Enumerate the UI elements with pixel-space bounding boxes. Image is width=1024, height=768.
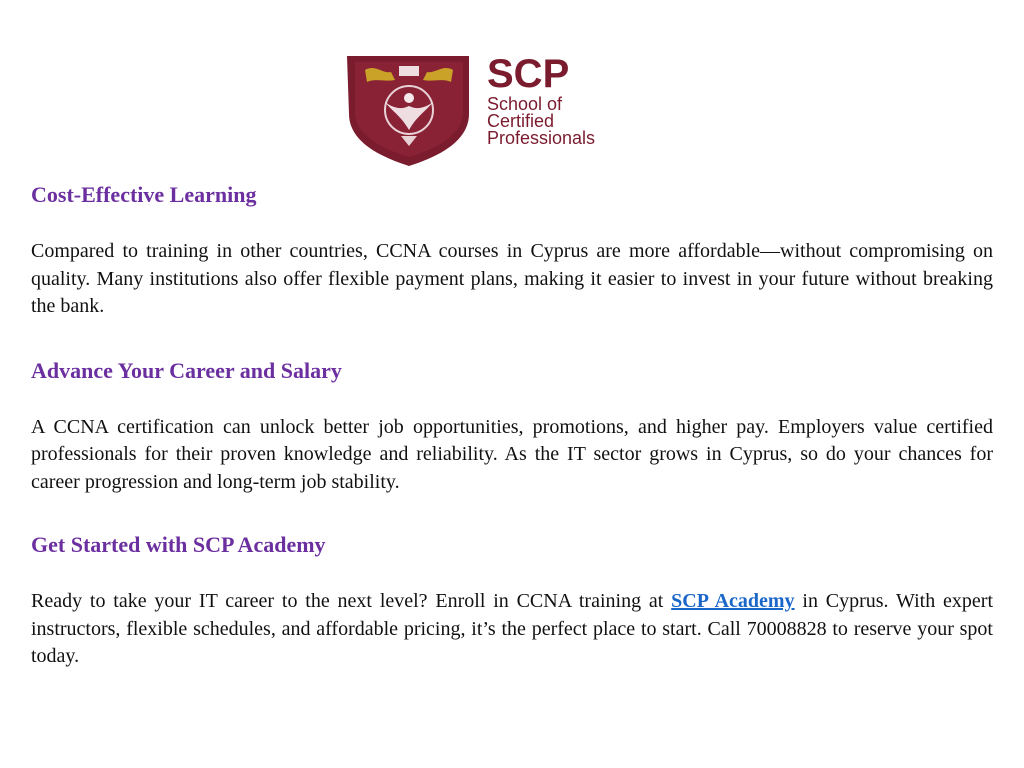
scp-logo [345,52,635,168]
logo-text-block [487,52,595,147]
logo-subtitle-line-1: School of [487,94,563,114]
paragraph-get-started [31,588,993,671]
paragraph-cost-effective: Compared to training in other countries, CCNA courses in Cyprus are more affordable—without compromising on quality. Many institutions also offer flexible payment plans, making it easier to invest in your future without breaking the bank. [31,240,993,317]
logo-subtitle-line-2: Certified [487,111,555,131]
article-content [31,180,993,671]
heading-get-started: Get Started with SCP Academy [31,532,326,557]
paragraph-get-started-after: in Cyprus. With expert instructors, flexible schedules, and affordable pricing, it’s the perfect place to start. Call 70008828 to reserve your spot today. [31,590,994,667]
heading-cost-effective: Cost-Effective Learning [31,182,257,207]
scp-academy-link[interactable]: SCP Academy [671,590,795,612]
paragraph-career: A CCNA certification can unlock better job opportunities, promotions, and higher pay. Employers value certified professionals for their proven knowledge and reliability. As the IT sector grows in Cyprus, so do your chances for career progression and long-term job stability. [31,415,993,493]
paragraph-get-started-before: Ready to take your IT career to the next level? Enroll in CCNA training at [31,590,672,612]
shield-emblem-icon [345,52,473,168]
logo-title: SCP [487,52,570,96]
logo-subtitle-line-3: Professionals [487,128,596,148]
heading-career: Advance Your Career and Salary [31,357,342,383]
